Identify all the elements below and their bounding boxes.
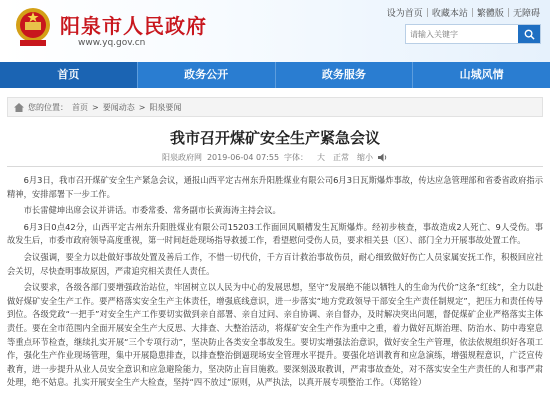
search-input[interactable] — [406, 25, 518, 43]
nav-item-gov-services[interactable]: 政务服务 — [276, 62, 414, 88]
breadcrumb-item-home[interactable]: 首页 — [72, 102, 88, 112]
separator: | — [506, 7, 510, 18]
nav-item-gov-affairs-open[interactable]: 政务公开 — [138, 62, 276, 88]
article-meta — [0, 152, 550, 163]
bookmark-link[interactable]: 收藏本站 — [431, 9, 468, 19]
speaker-icon[interactable] — [378, 153, 388, 162]
article-paragraph: 市长雷健坤出席会议并讲话。市委常委、常务副市长黄海涛主持会议。 — [23, 205, 281, 216]
nav-item-home[interactable]: 首页 — [0, 62, 138, 88]
font-size-label: 字体： — [284, 153, 309, 162]
site-header — [0, 0, 550, 62]
breadcrumb-separator: > — [138, 102, 146, 112]
search-icon — [524, 29, 535, 40]
article-paragraph: 会议强调，要全力以赴做好事故处置及善后工作，不惜一切代价，千方百计救治事故伤员，耐心细致做好伤亡人员家属安抚工作，积极回应社会关切，尽快查明事故原因，严肃追究相关责任人责任。 — [7, 251, 543, 276]
site-title[interactable]: 阳泉市人民政府 — [60, 14, 207, 38]
font-size-large[interactable]: 大 — [317, 153, 326, 162]
separator: | — [425, 7, 429, 18]
accessibility-link[interactable]: 无障碍 — [512, 9, 540, 19]
article-paragraph: 6月3日，我市召开煤矿安全生产紧急会议，通报山西平定古州东升阳胜煤业有限公司6月3日瓦斯爆炸事故，传达应急管理部和省委省政府指示精神，安排部署下一步工作。 — [7, 175, 543, 199]
font-size-options — [317, 152, 373, 163]
breadcrumb-label: 您的位置： — [28, 102, 68, 112]
breadcrumb — [7, 97, 543, 117]
search-button[interactable] — [518, 25, 540, 43]
article-source: 阳泉政府网 — [161, 153, 202, 162]
traditional-chinese-link[interactable]: 繁體版 — [476, 9, 504, 19]
national-emblem-icon — [14, 6, 52, 48]
article-title: 我市召开煤矿安全生产紧急会议 — [169, 129, 380, 147]
font-size-normal[interactable]: 正常 — [333, 153, 350, 162]
top-links — [387, 6, 540, 19]
breadcrumb-separator: > — [92, 102, 99, 112]
article-paragraph: 6月3日0点42分，山西平定古州东升阳胜煤业有限公司15203工作面回风顺槽发生瓦斯爆炸。经初步核查，事故造成2人死亡、9人受伤。事故发生后，市委市政府领导高度重视，第一时间赶赴现场指导救援工作，看望慰问受伤人员，要求相关县（区）、部门全力开展事故处置工作。 — [7, 221, 543, 246]
main-nav — [0, 62, 550, 88]
nav-item-city-scenery[interactable]: 山城风情 — [459, 68, 504, 81]
search-box — [405, 24, 541, 44]
article-paragraph: 会议要求，各级各部门要增强政治站位，牢固树立以人民为中心的发展思想，坚守“发展绝不能以牺牲人的生命为代价”这条“红线”，全力以赴做好煤矿安全生产工作。要严格落实安全生产主体责任，增强底线意识，进一步落实“地方党政领导干部安全生产责任制规定”，把压力和责任传导到位。各级党政“一把手”对安全生产工作要切实做到亲自部署、亲自过问、亲自协调、亲自督办，及时解决突出问题，督促煤矿企业严格落实主体责任。要在全市范围内全面开展安全生产大反思、大排查、大整治活动，将煤矿安全生产作为重中之重，着力做好瓦斯治理、防治水、防中毒窒息等重点环节检查，继续扎实开展“三个专项行动”，坚决防止各类安全事故发生。要切实增强法治意识，做好安全生产管理，依法依规组织好各项工作，强化生产作业现场管理，集中开展隐患排查，以排查整治倒逼现场安全管理水平提升。要强化培训教育和应急演练，增强规程意识，广泛宣传教育，进一步提升从业人员安全意识和应急避险能力，坚决防止盲目施救。要深刻汲取教训，严肃事故查处，对不落实安全生产责任的人和事严肃处理，绝不姑息。扎实开展安全生产大检查，坚持“四不放过”原则，从严执法，以真开展专项整治工作。（郑铭铨） — [7, 282, 543, 388]
breadcrumb-item-yangquan-news[interactable]: 阳泉要闻 — [149, 102, 182, 112]
article-datetime: 2019-06-04 07:55 — [206, 153, 280, 162]
breadcrumb-item-news[interactable]: 要闻动态 — [102, 102, 135, 112]
set-homepage-link[interactable]: 设为首页 — [386, 9, 423, 19]
title-divider — [7, 166, 543, 167]
home-icon — [14, 103, 24, 112]
font-size-small[interactable]: 缩小 — [357, 153, 374, 162]
article-body — [7, 174, 543, 393]
site-url: www.yq.gov.cn — [78, 38, 146, 48]
separator: | — [470, 7, 474, 18]
